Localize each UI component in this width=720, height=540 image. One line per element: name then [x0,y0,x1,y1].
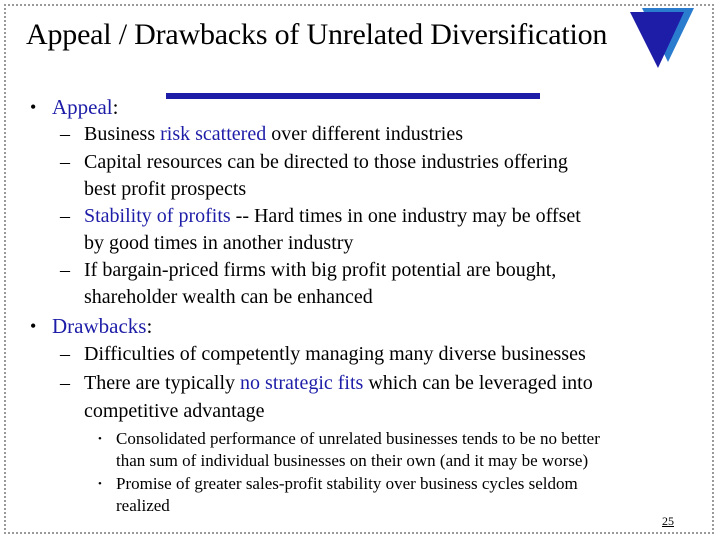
appeal-item-2-cont: best profit prospects [84,178,247,200]
drawbacks-subitem-2-cont: realized [116,496,170,515]
drawbacks-item-2-cont: competitive advantage [84,400,265,422]
dash-icon: – [60,343,70,365]
dash-icon: – [60,151,70,173]
slide-title: Appeal / Drawbacks of Unrelated Diversification [26,18,608,51]
dash-icon: – [60,123,70,145]
page-number: 25 [662,514,674,528]
subbullet-icon: • [98,478,102,490]
subbullet-icon: • [98,433,102,445]
bullet-icon: • [30,97,37,117]
appeal-item-4-cont: shareholder wealth can be enhanced [84,286,373,308]
triangle-logo-icon [628,6,694,68]
appeal-label: Appeal [52,95,113,119]
dash-icon: – [60,372,70,394]
drawbacks-label: Drawbacks [52,314,147,338]
bullet-icon: • [30,316,37,336]
drawbacks-subitem-1-cont: than sum of individual businesses on their own (and it may be worse) [116,451,589,470]
dash-icon: – [60,205,70,227]
appeal-item-3-cont: by good times in another industry [84,232,354,254]
dash-icon: – [60,259,70,281]
title-underline [166,93,540,99]
